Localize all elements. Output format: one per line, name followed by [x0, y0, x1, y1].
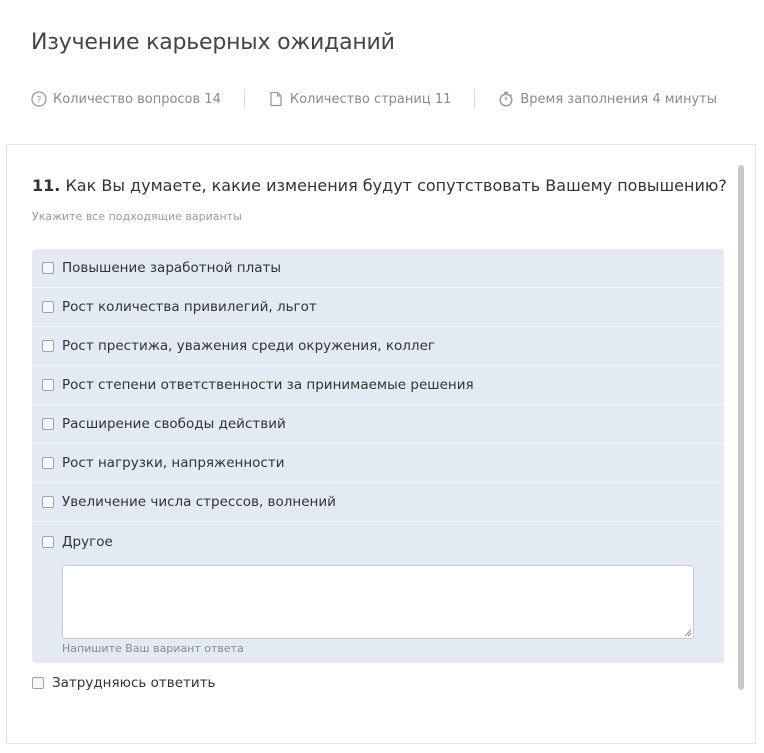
option-label: Увеличение числа стрессов, волнений	[62, 494, 336, 510]
option-label: Рост степени ответственности за принимаемые решения	[62, 377, 474, 393]
option-other[interactable]	[32, 522, 724, 561]
meta-time	[498, 91, 717, 107]
checkbox[interactable]	[42, 418, 54, 430]
meta-time-label: Время заполнения 4 минуты	[520, 91, 718, 107]
document-icon	[268, 91, 284, 107]
svg-text:?: ?	[36, 95, 42, 106]
other-answer-hint: Напишите Ваш вариант ответа	[62, 642, 244, 655]
option-label: Рост нагрузки, напряженности	[62, 455, 285, 471]
checkbox[interactable]	[42, 496, 54, 508]
option-salary[interactable]	[32, 249, 724, 288]
meta-pages	[268, 91, 452, 107]
meta-questions-label: Количество вопросов 14	[53, 91, 221, 107]
checkbox[interactable]	[42, 340, 54, 352]
question-circle-icon	[31, 91, 47, 107]
option-label: Затрудняюсь ответить	[52, 675, 216, 691]
question-title	[32, 176, 727, 195]
option-label: Рост количества привилегий, льгот	[62, 299, 317, 315]
meta-questions	[31, 91, 221, 107]
option-label: Расширение свободы действий	[62, 416, 286, 432]
meta-pages-label: Количество страниц 11	[289, 91, 452, 107]
scrollbar[interactable]	[738, 165, 744, 690]
question-hint: Укажите все подходящие варианты	[32, 210, 242, 223]
checkbox[interactable]	[42, 262, 54, 274]
meta-divider	[474, 89, 475, 109]
option-label: Рост престижа, уважения среди окружения, коллег	[62, 338, 435, 354]
other-answer-textarea[interactable]	[62, 565, 694, 639]
survey-meta	[31, 88, 717, 110]
option-stress[interactable]	[32, 483, 724, 522]
checkbox[interactable]	[42, 379, 54, 391]
option-responsibility[interactable]	[32, 366, 724, 405]
option-label: Повышение заработной платы	[62, 260, 282, 276]
checkbox[interactable]	[32, 677, 44, 689]
checkbox[interactable]	[42, 457, 54, 469]
meta-divider	[244, 89, 245, 109]
option-difficult-to-answer[interactable]	[32, 674, 216, 692]
option-prestige[interactable]	[32, 327, 724, 366]
options-list	[32, 249, 724, 663]
option-label: Другое	[62, 533, 113, 550]
question-number: 11.	[32, 176, 61, 195]
question-text: Как Вы думаете, какие изменения будут сопутствовать Вашему повышению?	[65, 176, 727, 195]
checkbox[interactable]	[42, 301, 54, 313]
option-freedom[interactable]	[32, 405, 724, 444]
page-title: Изучение карьерных ожиданий	[31, 30, 395, 55]
option-workload[interactable]	[32, 444, 724, 483]
stopwatch-icon	[498, 91, 514, 107]
option-privileges[interactable]	[32, 288, 724, 327]
resize-grip-icon[interactable]	[684, 629, 692, 637]
checkbox[interactable]	[42, 536, 54, 548]
